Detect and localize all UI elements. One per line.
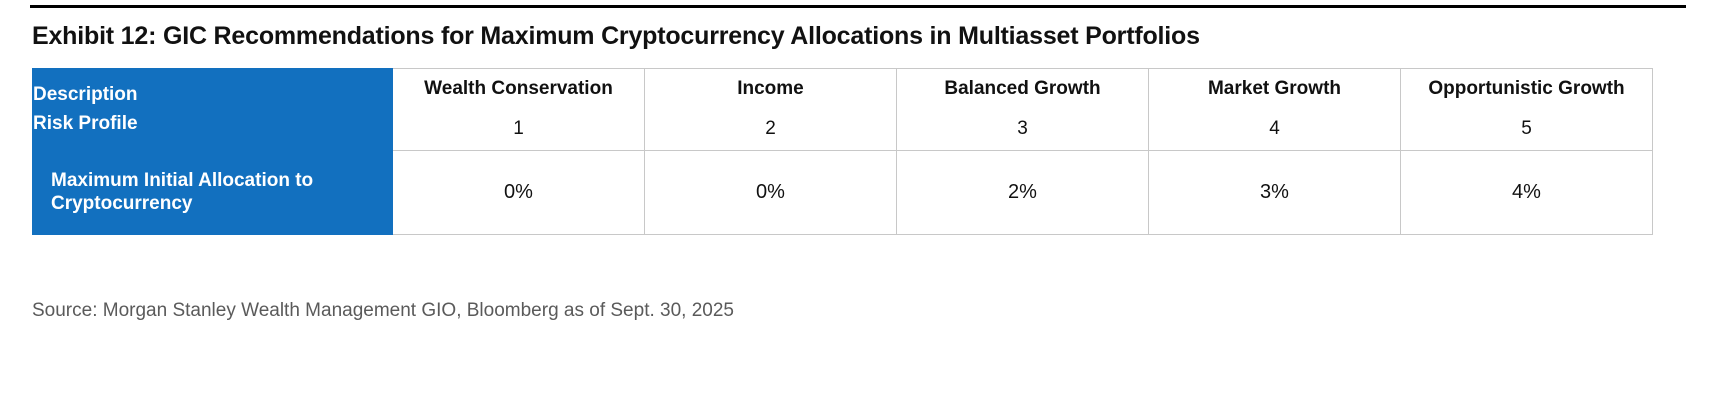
row-label-risk-profile: Risk Profile xyxy=(33,109,393,150)
row-label-allocation: Maximum Initial Allocation to Cryptocurrency xyxy=(33,150,393,235)
column-header-1: Income xyxy=(645,69,897,110)
top-divider xyxy=(30,5,1686,8)
table-row xyxy=(33,69,1653,110)
column-header-4: Opportunistic Growth xyxy=(1401,69,1653,110)
column-header-2: Balanced Growth xyxy=(897,69,1149,110)
allocation-value-0: 0% xyxy=(393,150,645,235)
exhibit-table-container xyxy=(32,68,1652,235)
allocation-value-2: 2% xyxy=(897,150,1149,235)
risk-profile-2: 3 xyxy=(897,109,1149,150)
table-row xyxy=(33,150,1653,235)
page-title: Exhibit 12: GIC Recommendations for Maximum Cryptocurrency Allocations in Multiasset Portfolios xyxy=(32,22,1200,50)
allocations-table xyxy=(32,68,1653,235)
risk-profile-1: 2 xyxy=(645,109,897,150)
risk-profile-0: 1 xyxy=(393,109,645,150)
table-row xyxy=(33,109,1653,150)
allocation-value-1: 0% xyxy=(645,150,897,235)
row-label-description: Description xyxy=(33,69,393,110)
source-note: Source: Morgan Stanley Wealth Management GIO, Bloomberg as of Sept. 30, 2025 xyxy=(32,300,734,321)
column-header-3: Market Growth xyxy=(1149,69,1401,110)
allocation-value-3: 3% xyxy=(1149,150,1401,235)
risk-profile-4: 5 xyxy=(1401,109,1653,150)
allocation-value-4: 4% xyxy=(1401,150,1653,235)
column-header-0: Wealth Conservation xyxy=(393,69,645,110)
risk-profile-3: 4 xyxy=(1149,109,1401,150)
